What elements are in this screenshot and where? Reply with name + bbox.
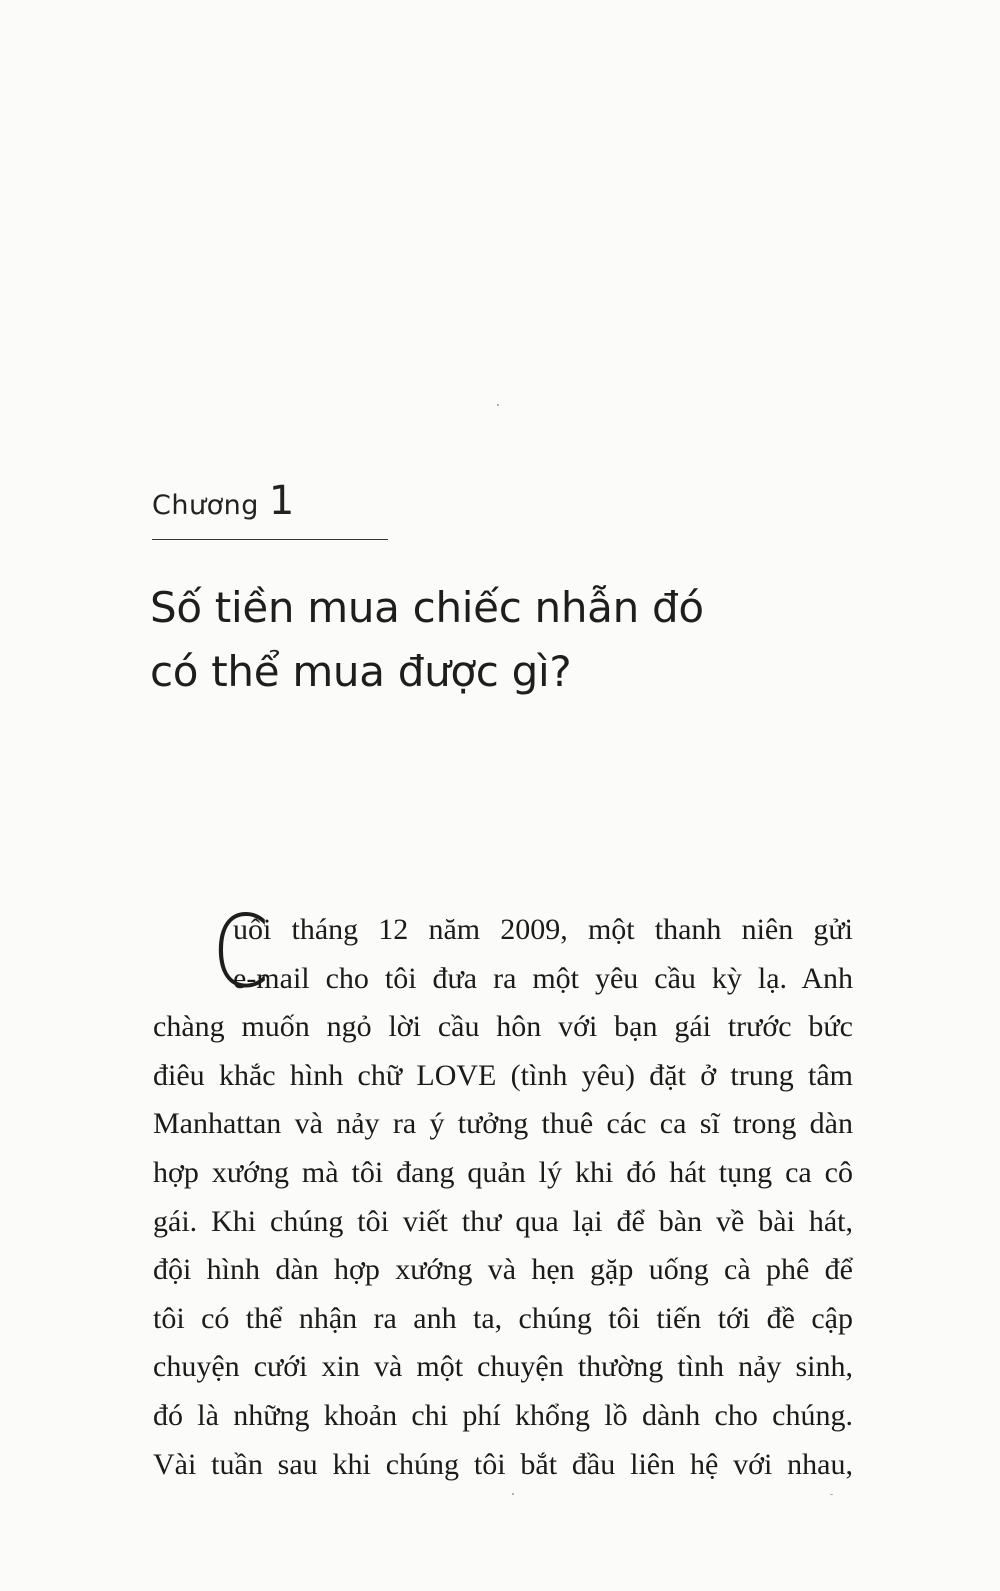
paper-speck bbox=[830, 1494, 833, 1495]
chapter-title bbox=[150, 576, 870, 704]
body-line: đó là những khoản chi phí khổng lồ dành cho chúng. bbox=[153, 1398, 853, 1432]
chapter-title-line: có thể mua được gì? bbox=[150, 647, 572, 696]
body-line: chàng muốn ngỏ lời cầu hôn với bạn gái trước bức bbox=[153, 1010, 853, 1044]
paper-speck bbox=[512, 1493, 514, 1495]
body-line: chuyện cưới xin và một chuyện thường tình nảy sinh, bbox=[153, 1350, 853, 1384]
body-line: Vài tuần sau khi chúng tôi bắt đầu liên hệ với nhau, bbox=[153, 1447, 853, 1481]
chapter-number: 1 bbox=[268, 478, 295, 524]
body-line: điêu khắc hình chữ LOVE (tình yêu) đặt ở trung tâm bbox=[153, 1058, 853, 1092]
body-paragraph bbox=[153, 906, 853, 1489]
chapter-title-line: Số tiền mua chiếc nhẫn đó bbox=[150, 583, 704, 632]
body-line: hợp xướng mà tôi đang quản lý khi đó hát tụng ca cô bbox=[153, 1155, 853, 1189]
body-line: đội hình dàn hợp xướng và hẹn gặp uống cà phê để bbox=[153, 1253, 853, 1287]
drop-cap: C bbox=[212, 893, 270, 1010]
body-line: gái. Khi chúng tôi viết thư qua lại để bàn về bài hát, bbox=[153, 1204, 853, 1238]
body-line: Manhattan và nảy ra ý tưởng thuê các ca sĩ trong dàn bbox=[153, 1107, 853, 1141]
chapter-label bbox=[152, 478, 295, 524]
paper-speck bbox=[497, 404, 499, 406]
body-line: tôi có thể nhận ra anh ta, chúng tôi tiến tới đề cập bbox=[153, 1301, 853, 1335]
chapter-word: Chương bbox=[152, 490, 259, 521]
body-line: e-mail cho tôi đưa ra một yêu cầu kỳ lạ. Anh bbox=[233, 961, 853, 995]
chapter-divider bbox=[152, 539, 388, 540]
body-line: uối tháng 12 năm 2009, một thanh niên gửi bbox=[233, 913, 853, 946]
